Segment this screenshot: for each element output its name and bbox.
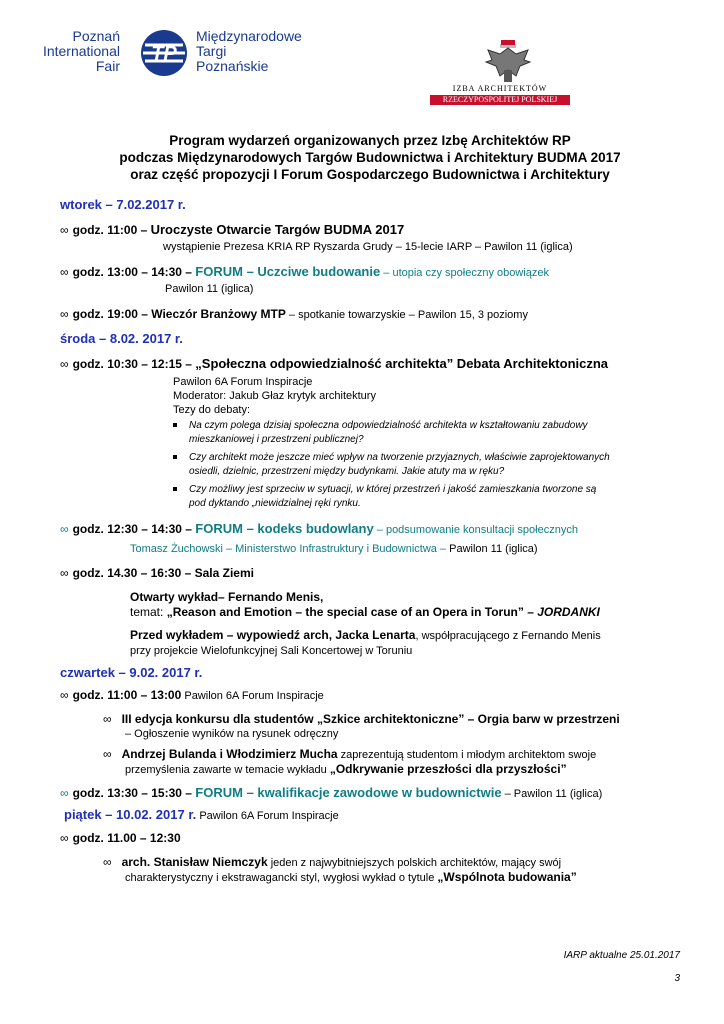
event-row bbox=[60, 356, 608, 372]
event-time: godz. 11:00 – 13:00 bbox=[72, 688, 182, 702]
sub-event-title: III edycja konkursu dla studentów „Szkice architektoniczne” – Orgia barw w przestrzeni bbox=[121, 712, 620, 726]
bullet-icon bbox=[173, 487, 177, 491]
sub-event-line2 bbox=[125, 762, 567, 777]
sub-event-title: arch. Stanisław Niemczyk bbox=[121, 855, 268, 869]
debate-moderator: Moderator: Jakub Głaz krytyk architektury bbox=[173, 390, 376, 402]
title-line: Program wydarzeń organizowanych przez Izbę Architektów RP bbox=[169, 133, 571, 148]
sub-event-desc: przemyślenia zawarte w temacie wykładu bbox=[125, 764, 330, 776]
event-time: godz. 12:30 – 14:30 – bbox=[72, 522, 196, 536]
mtp-text-line: Poznańskie bbox=[196, 58, 269, 74]
event-row bbox=[60, 831, 181, 846]
sub-event-line2: – Ogłoszenie wyników na rysunek odręczny bbox=[125, 728, 339, 740]
event-time: godz. 13:00 – 14:30 – bbox=[72, 265, 196, 279]
mtp-logo-text-right bbox=[196, 29, 326, 74]
sub-event bbox=[103, 712, 620, 727]
event-time: godz. 11:00 – bbox=[72, 223, 151, 237]
thesis-text: Czy możliwy jest sprzeciw w sytuacji, w której przestrzeń i jakość zamieszkania tworzone są bbox=[189, 484, 597, 495]
thesis-text: pod dyktando „niewidzialnej ręki rynku. bbox=[189, 498, 361, 509]
lecture-name: „Odkrywanie przeszłości dla przyszłości” bbox=[329, 762, 567, 776]
event-row bbox=[60, 521, 578, 537]
forum-subtitle: – utopia czy społeczny obowiązek bbox=[380, 267, 549, 279]
event-desc: wystąpienie Prezesa KRIA RP Ryszarda Grudy – 15-lecie IARP – Pawilon 11 (iglica) bbox=[163, 241, 573, 253]
mtp-logo-text-left bbox=[40, 29, 120, 74]
mtp-text-line: Targi bbox=[196, 43, 227, 59]
event-place: Pawilon 6A Forum Inspiracje bbox=[181, 690, 324, 702]
infinity-icon: ∞ bbox=[60, 688, 69, 702]
title-line: oraz część propozycji I Forum Gospodarczego Budownictwa i Architektury bbox=[130, 167, 610, 182]
lecture-title: Otwarty wykład– Fernando Menis, bbox=[130, 590, 324, 604]
title-line: podczas Międzynarodowych Targów Budownictwa i Architektury BUDMA 2017 bbox=[119, 150, 621, 165]
before-lecture-line2: przy projekcie Wielofunkcyjnej Sali Koncertowej w Toruniu bbox=[130, 645, 413, 657]
thesis-text: Na czym polega dzisiaj społeczna odpowiedzialność architekta w kształtowaniu zabudowy bbox=[189, 420, 588, 431]
sub-event-line2 bbox=[125, 870, 577, 885]
speaker-text: Tomasz Żuchowski – Ministerstwo Infrastruktury i Budownictwa – bbox=[130, 543, 450, 555]
day-heading-tuesday: wtorek – 7.02.2017 r. bbox=[60, 197, 186, 212]
event-time: godz. 19:00 – Wieczór Branżowy MTP bbox=[72, 307, 286, 321]
event-place: – Pawilon 11 (iglica) bbox=[501, 788, 603, 800]
event-row bbox=[60, 264, 549, 280]
mtp-text-line: International bbox=[42, 43, 120, 59]
infinity-icon: ∞ bbox=[60, 566, 69, 580]
day-heading-wednesday: środa – 8.02. 2017 r. bbox=[60, 331, 183, 346]
infinity-icon: ∞ bbox=[60, 307, 69, 321]
topic-italic: JORDANKI bbox=[537, 605, 600, 619]
topic-text: „Reason and Emotion – the special case of an Opera in Torun” – bbox=[166, 605, 538, 619]
infinity-icon: ∞ bbox=[60, 786, 69, 800]
forum-title: FORUM – kwalifikacje zawodowe w budownictwie bbox=[195, 785, 502, 800]
svg-text:TP: TP bbox=[151, 43, 177, 65]
thesis-text: Czy architekt może jeszcze mieć wpływ na tworzenie przyjaznych, właściwie zaprojektowanych bbox=[189, 452, 610, 463]
lecture-name: „Wspólnota budowania” bbox=[437, 870, 577, 884]
debate-details bbox=[173, 375, 376, 417]
infinity-icon: ∞ bbox=[60, 831, 69, 845]
infinity-icon: ∞ bbox=[60, 522, 69, 536]
sub-event-desc: zaprezentują studentom i młodym architektom swoje bbox=[337, 749, 597, 761]
infinity-icon: ∞ bbox=[103, 712, 112, 726]
event-time: godz. 11.00 – 12:30 bbox=[72, 831, 181, 845]
day-heading-friday: piątek – 10.02. 2017 r. bbox=[64, 807, 197, 822]
forum-speaker bbox=[130, 542, 538, 556]
izba-name: IZBA ARCHITEKTÓW bbox=[452, 84, 548, 93]
infinity-icon: ∞ bbox=[103, 747, 112, 761]
day-heading-friday-row bbox=[64, 806, 339, 824]
before-rest: , współpracującego z Fernando Menis bbox=[415, 630, 601, 642]
bullet-icon bbox=[173, 423, 177, 427]
thesis-text: osiedli, dzielnic, przestrzeni między budynkami. Jakie atuty ma w ręku? bbox=[189, 466, 505, 477]
debate-thesis-label: Tezy do debaty: bbox=[173, 404, 251, 416]
sub-event-desc: charakterystyczny i ekstrawagancki styl, wygłosi wykład o tytule bbox=[125, 872, 438, 884]
event-row bbox=[60, 566, 254, 581]
footer-updated: IARP aktualne 25.01.2017 bbox=[563, 950, 680, 961]
thesis-item bbox=[173, 483, 693, 511]
forum-subtitle: – podsumowanie konsultacji społecznych bbox=[373, 524, 578, 536]
thesis-list bbox=[173, 419, 693, 511]
before-bold: Przed wykładem – wypowiedź arch, Jacka Lenarta bbox=[130, 628, 416, 642]
forum-title: FORUM – kodeks budowlany bbox=[195, 521, 374, 536]
sub-event-desc: jeden z najwybitniejszych polskich architektów, mający swój bbox=[267, 857, 562, 869]
event-time: godz. 13:30 – 15:30 – bbox=[72, 786, 196, 800]
event-row bbox=[60, 307, 528, 322]
bullet-icon bbox=[173, 455, 177, 459]
event-desc: – spotkanie towarzyskie – Pawilon 15, 3 poziomy bbox=[285, 309, 528, 321]
infinity-icon: ∞ bbox=[60, 357, 69, 371]
event-place: Pawilon 6A Forum Inspiracje bbox=[196, 810, 339, 822]
infinity-icon: ∞ bbox=[60, 265, 69, 279]
event-time: godz. 10:30 – 12:15 – bbox=[72, 357, 196, 371]
infinity-icon: ∞ bbox=[60, 223, 69, 237]
event-place: Pawilon 11 (iglica) bbox=[165, 283, 254, 295]
event-time: godz. 14.30 – 16:30 – Sala Ziemi bbox=[72, 566, 254, 580]
day-heading-thursday: czwartek – 9.02. 2017 r. bbox=[60, 665, 203, 680]
thesis-text: mieszkaniowej i przestrzeni publicznej? bbox=[189, 434, 364, 445]
event-row bbox=[60, 785, 602, 801]
mtp-text-line: Międzynarodowe bbox=[196, 28, 302, 44]
izba-eagle-icon bbox=[478, 36, 538, 84]
sub-event-title: Andrzej Bulanda i Włodzimierz Mucha bbox=[121, 747, 338, 761]
thesis-item bbox=[173, 451, 693, 479]
event-row bbox=[60, 222, 404, 238]
mtp-text-line: Poznań bbox=[72, 28, 120, 44]
topic-label: temat: bbox=[130, 605, 167, 619]
thesis-item bbox=[173, 419, 693, 447]
page-number: 3 bbox=[674, 973, 680, 984]
event-place: Pawilon 11 (iglica) bbox=[449, 543, 538, 555]
sub-event bbox=[103, 855, 561, 870]
event-title: Uroczyste Otwarcie Targów BUDMA 2017 bbox=[150, 222, 405, 237]
izba-subname: RZECZYPOSPOLITEJ POLSKIEJ bbox=[430, 95, 570, 105]
debate-place: Pawilon 6A Forum Inspiracje bbox=[173, 376, 313, 388]
event-row bbox=[60, 688, 324, 703]
infinity-icon: ∞ bbox=[103, 855, 112, 869]
lecture-topic bbox=[130, 605, 600, 620]
event-title: „Społeczna odpowiedzialność architekta” Debata Architektoniczna bbox=[195, 356, 609, 371]
forum-title: FORUM – Uczciwe budowanie bbox=[195, 264, 381, 279]
mtp-text-line: Fair bbox=[95, 58, 120, 74]
page-title bbox=[60, 132, 680, 183]
mtp-logo-icon bbox=[137, 29, 191, 77]
before-lecture bbox=[130, 628, 601, 643]
sub-event bbox=[103, 747, 596, 762]
